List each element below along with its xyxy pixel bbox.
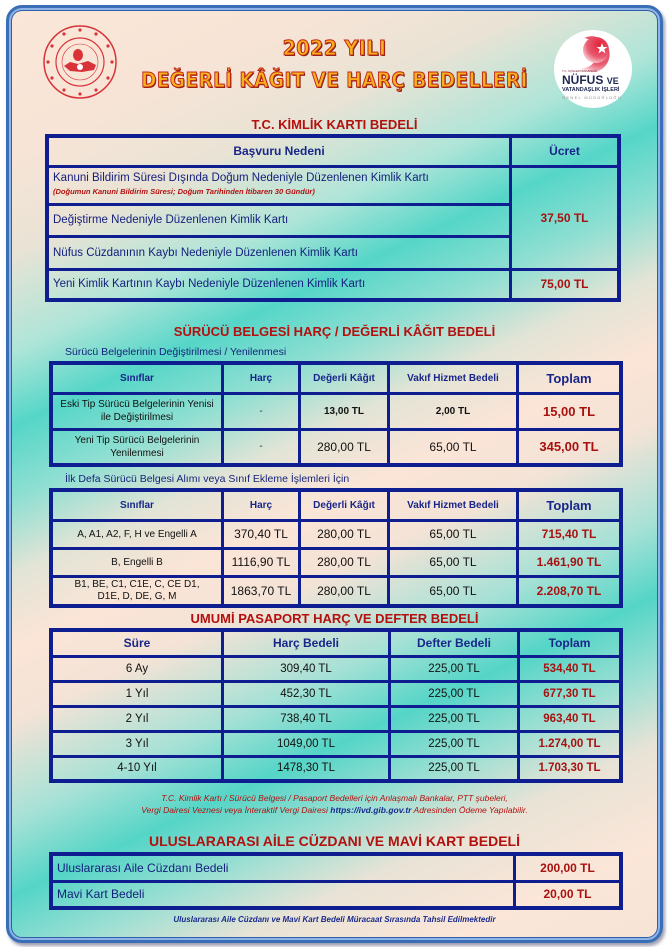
total-cell: 715,40 TL <box>518 520 622 548</box>
ve-word: VE <box>606 76 619 86</box>
class-cell: B, Engelli B <box>51 548 223 576</box>
kimlik-header-fee: Ücret <box>511 136 620 166</box>
class-cell: A, A1, A2, F, H ve Engelli A <box>51 520 223 548</box>
vakif-cell: 65,00 TL <box>389 429 518 465</box>
aile-item-fee: 20,00 TL <box>515 881 622 908</box>
payment-note-line1: T.C. Kimlik Kartı / Sürücü Belgesi / Pasaport Bedelleri için Anlaşmalı Bankalar, PTT şubeleri, <box>161 793 508 803</box>
total-cell: 2.208,70 TL <box>518 576 622 606</box>
nufus-logo-line2: VATANDAŞLIK İŞLERİ <box>562 87 620 93</box>
kimlik-row <box>47 269 619 300</box>
payment-note-text: Adresinden Ödeme Yapılabilir. <box>413 805 528 815</box>
nufus-logo-small-text: T.C. İÇİŞLERİ BAKANLIĞI <box>562 69 598 73</box>
col-header-total: Toplam <box>518 363 622 393</box>
defter-cell: 225,00 TL <box>390 706 519 731</box>
col-header-harc: Harç <box>223 363 300 393</box>
aile-row <box>51 854 621 881</box>
col-header-harc: Harç <box>223 490 300 520</box>
sure-cell: 4-10 Yıl <box>51 756 223 781</box>
degerli-kagit-cell: 280,00 TL <box>300 429 389 465</box>
defter-cell: 225,00 TL <box>390 656 519 681</box>
surucu-table2-subtitle: İlk Defa Sürücü Belgesi Alımı veya Sınıf Ekleme İşlemleri İçin <box>65 473 350 485</box>
total-cell: 677,30 TL <box>519 681 622 706</box>
nufus-logo-line1 <box>562 73 632 87</box>
kimlik-reason: Kanuni Bildirim Süresi Dışında Doğum Nedeniyle Düzenlenen Kimlik Kartı <box>53 172 429 184</box>
col-header-classes: Sınıflar <box>51 490 223 520</box>
pasaport-table <box>49 628 623 783</box>
poster-frame <box>6 5 663 943</box>
sure-cell: 2 Yıl <box>51 706 223 731</box>
aile-item-label: Mavi Kart Bedeli <box>51 881 515 908</box>
ivd-link[interactable]: https://ivd.gib.gov.tr <box>330 805 412 815</box>
col-header-total: Toplam <box>519 630 622 656</box>
kimlik-reason: Nüfus Cüzdanının Kaybı Nedeniyle Düzenlenen Kimlik Kartı <box>47 236 511 269</box>
vakif-cell: 65,00 TL <box>389 548 518 576</box>
nufus-logo-line3: GENEL MÜDÜRLÜĞÜ <box>562 95 623 100</box>
col-header-vakif: Vakıf Hizmet Bedeli <box>389 363 518 393</box>
total-cell: 1.703,30 TL <box>519 756 622 781</box>
kimlik-header-reason: Başvuru Nedeni <box>47 136 511 166</box>
surucu-first-row <box>51 548 621 576</box>
aile-item-fee: 200,00 TL <box>515 854 622 881</box>
total-cell: 1.274,00 TL <box>519 731 622 756</box>
poster-title: DEĞERLİ KÂĞIT VE HARÇ BEDELLERİ <box>141 68 528 92</box>
kimlik-reason-cell <box>47 166 511 204</box>
kimlik-shared-fee: 37,50 TL <box>511 166 620 269</box>
harc-cell: 309,40 TL <box>223 656 390 681</box>
pasaport-header-row <box>51 630 621 656</box>
total-cell: 963,40 TL <box>519 706 622 731</box>
col-header-harc-bedeli: Harç Bedeli <box>223 630 390 656</box>
class-cell: B1, BE, C1, C1E, C, CE D1, D1E, D, DE, G, M <box>51 576 223 606</box>
harc-cell: 1116,90 TL <box>223 548 300 576</box>
surucu-renewal-header-row <box>51 363 621 393</box>
nufus-word: NÜFUS <box>562 73 604 87</box>
kimlik-reason: Değiştirme Nedeniyle Düzenlenen Kimlik Kartı <box>47 204 511 236</box>
surucu-first-license-table <box>49 488 623 608</box>
harc-cell: 452,30 TL <box>223 681 390 706</box>
aile-section-title: ULUSLARARASI AİLE CÜZDANI VE MAVİ KART BEDELİ <box>149 833 520 849</box>
col-header-classes: Sınıflar <box>51 363 223 393</box>
surucu-renewal-row <box>51 393 621 429</box>
aile-table <box>49 852 623 910</box>
defter-cell: 225,00 TL <box>390 681 519 706</box>
poster-title-year: 2022 YILI <box>282 36 387 60</box>
col-header-total: Toplam <box>518 490 622 520</box>
pasaport-row <box>51 681 621 706</box>
aile-row <box>51 881 621 908</box>
pasaport-section-title: UMUMİ PASAPORT HARÇ VE DEFTER BEDELİ <box>190 611 479 626</box>
defter-cell: 225,00 TL <box>390 756 519 781</box>
kimlik-section-title: T.C. KİMLİK KARTI BEDELİ <box>251 117 418 132</box>
total-cell: 345,00 TL <box>518 429 622 465</box>
aile-item-label: Uluslararası Aile Cüzdanı Bedeli <box>51 854 515 881</box>
kimlik-fee: 75,00 TL <box>511 269 620 300</box>
kimlik-reason: Yeni Kimlik Kartının Kaybı Nedeniyle Düzenlenen Kimlik Kartı <box>47 269 511 300</box>
harc-cell: 1478,30 TL <box>223 756 390 781</box>
harc-cell: 370,40 TL <box>223 520 300 548</box>
pasaport-row <box>51 731 621 756</box>
col-header-sure: Süre <box>51 630 223 656</box>
vakif-cell: 65,00 TL <box>389 520 518 548</box>
harc-cell: 1863,70 TL <box>223 576 300 606</box>
degerli-kagit-cell: 280,00 TL <box>300 520 389 548</box>
total-cell: 534,40 TL <box>519 656 622 681</box>
total-cell: 1.461,90 TL <box>518 548 622 576</box>
kimlik-reason-note: (Doğumun Kanuni Bildirim Süresi; Doğum Tarihinden İtibaren 30 Gündür) <box>53 187 315 196</box>
degerli-kagit-cell: 13,00 TL <box>300 393 389 429</box>
pasaport-row <box>51 656 621 681</box>
surucu-first-header-row <box>51 490 621 520</box>
surucu-renewal-table <box>49 361 623 467</box>
sure-cell: 3 Yıl <box>51 731 223 756</box>
surucu-first-row <box>51 520 621 548</box>
vakif-cell: 2,00 TL <box>389 393 518 429</box>
col-header-degerli-kagit: Değerli Kâğıt <box>300 490 389 520</box>
surucu-first-row <box>51 576 621 606</box>
harc-cell: - <box>223 393 300 429</box>
col-header-degerli-kagit: Değerli Kâğıt <box>300 363 389 393</box>
payment-note-line2 <box>9 804 660 816</box>
payment-note <box>9 792 660 816</box>
degerli-kagit-cell: 280,00 TL <box>300 576 389 606</box>
pasaport-row <box>51 756 621 781</box>
total-cell: 15,00 TL <box>518 393 622 429</box>
defter-cell: 225,00 TL <box>390 731 519 756</box>
degerli-kagit-cell: 280,00 TL <box>300 548 389 576</box>
nufus-logo <box>554 30 632 108</box>
surucu-table1-subtitle: Sürücü Belgelerinin Değiştirilmesi / Yenilenmesi <box>65 346 287 358</box>
surucu-section-title: SÜRÜCÜ BELGESİ HARÇ / DEĞERLİ KÂĞIT BEDELİ <box>173 324 496 339</box>
pasaport-row <box>51 706 621 731</box>
vakif-cell: 65,00 TL <box>389 576 518 606</box>
sure-cell: 1 Yıl <box>51 681 223 706</box>
col-header-defter-bedeli: Defter Bedeli <box>390 630 519 656</box>
col-header-vakif: Vakıf Hizmet Bedeli <box>389 490 518 520</box>
kimlik-table <box>45 134 621 302</box>
harc-cell: 738,40 TL <box>223 706 390 731</box>
payment-note-text: Vergi Dairesi Veznesi veya İnteraktif Vergi Dairesi <box>141 805 328 815</box>
kimlik-header-row <box>47 136 619 166</box>
kimlik-row <box>47 166 619 204</box>
surucu-renewal-row <box>51 429 621 465</box>
harc-cell: - <box>223 429 300 465</box>
aile-footer-note: Uluslararası Aile Cüzdanı ve Mavi Kart Bedeli Müracaat Sırasında Tahsil Edilmektedir <box>173 915 496 924</box>
class-cell: Eski Tip Sürücü Belgelerinin Yenisi ile Değiştirilmesi <box>51 393 223 429</box>
harc-cell: 1049,00 TL <box>223 731 390 756</box>
class-cell: Yeni Tip Sürücü Belgelerinin Yenilenmesi <box>51 429 223 465</box>
sure-cell: 6 Ay <box>51 656 223 681</box>
